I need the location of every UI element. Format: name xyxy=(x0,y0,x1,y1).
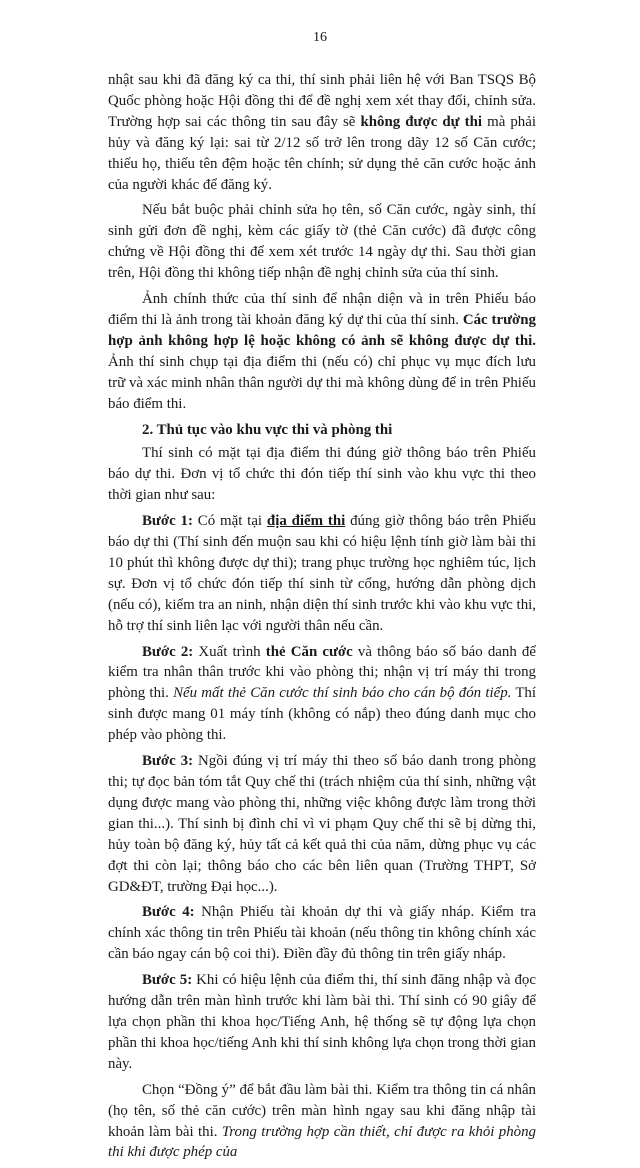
bold-text: Bước 3: xyxy=(142,753,194,770)
section-heading xyxy=(108,420,536,441)
bold-text: không được dự thi xyxy=(360,113,483,130)
paragraph xyxy=(108,511,536,636)
text-run: Nhận Phiếu tài khoản dự thi và giấy nháp. Kiểm tra chính xác thông tin trên Phiếu tài khoản (nếu thông tin không chính xác cần báo ngay cán bộ coi thi). Điền đầy đủ thông tin trên giấy nháp. xyxy=(108,904,536,963)
paragraph xyxy=(108,1080,536,1164)
bold-text: 2. Thủ tục vào khu vực thi và phòng thi xyxy=(142,421,393,438)
text-run: mà phải hủy và đăng ký lại: sai từ 2/12 số trở lên trong dãy 12 số Căn cước; thiếu họ, thiếu tên đệm hoặc tên chính; sử dụng thẻ căn cước hoặc ảnh của người khác để đăng ký. xyxy=(108,113,536,193)
text-run: Ảnh chính thức của thí sinh để nhận diện và in trên Phiếu báo điểm thi là ảnh trong tài khoản đăng ký dự thi của thí sinh. xyxy=(108,291,536,328)
paragraph xyxy=(108,642,536,747)
text-run: Thí sinh có mặt tại địa điểm thi đúng giờ thông báo trên Phiếu báo dự thi. Đơn vị tổ chức thi đón tiếp thí sinh vào khu vực thi theo thời gian như sau: xyxy=(108,445,536,504)
text-run: và thông báo số báo danh để kiểm tra nhân thân trước khi vào phòng thi; nhận vị trí máy thi trong phòng thi. xyxy=(108,643,536,702)
text-run: Khi có hiệu lệnh của điểm thi, thí sinh đăng nhập và đọc hướng dẫn trên màn hình trước khi làm bài thi. Thí sinh có 90 giây để lựa chọn phần thi khoa học/Tiếng Anh, hệ thống sẽ tự động lựa chọn phần thi khoa học/tiếng Anh khi thí sinh không lựa chọn trong thời gian này. xyxy=(108,972,536,1072)
text-run: Ảnh thí sinh chụp tại địa điểm thi (nếu có) chỉ phục vụ mục đích lưu trữ và xác minh nhân thân người dự thi mà không dùng để in trên Phiếu báo điểm thi. xyxy=(108,353,536,412)
bold-text: Bước 2: xyxy=(142,643,194,660)
bold-text: Bước 4: xyxy=(142,904,195,921)
paragraph xyxy=(108,443,536,506)
text-run: đúng giờ thông báo trên Phiếu báo dự thi (Thí sinh đến muộn sau khi có hiệu lệnh tính giờ làm bài thi 10 phút thì không được dự thi); trang phục trường học nghiêm túc, lịch sự. Đơn vị tổ chức đón tiếp thí sinh từ cổng, hướng dẫn phòng dịch (nếu có), kiểm tra an ninh, nhận diện thí sinh trước khi vào khu vực thi, hỗ trợ thí sinh liên lạc với người thân nếu cần. xyxy=(108,513,537,634)
paragraph xyxy=(108,200,536,284)
bold-text: Bước 5: xyxy=(142,972,193,989)
text-run: nhật sau khi đã đăng ký ca thi, thí sinh phải liên hệ với Ban TSQS Bộ Quốc phòng hoặc Hội đồng thi để đề nghị xem xét thay đổi, chỉnh sửa. Trường hợp sai các thông tin sau đây sẽ xyxy=(108,72,536,130)
paragraph xyxy=(108,751,536,897)
paragraph xyxy=(108,289,536,414)
text-run: Ngồi đúng vị trí máy thi theo số báo danh trong phòng thi; tự đọc bản tóm tắt Quy chế thi (trách nhiệm của thí sinh, những vật dụng được mang vào phòng thi, những việc không được làm trong thời gian thi...). Thí sinh bị đình chỉ vì vi phạm Quy chế thi sẽ bị dừng thi, hủy toàn bộ đăng ký, hủy tất cả kết quả thi của năm, dừng phục vụ các đợt thi còn lại; thông báo cho các bên liên quan (Trường THPT, Sở GD&ĐT, trường Đại học...). xyxy=(108,753,536,895)
italic-text: Nếu mất thẻ Căn cước thí sinh báo cho cán bộ đón tiếp. xyxy=(173,685,512,702)
paragraph xyxy=(108,970,536,1075)
italic-text: Trong trường hợp cần thiết, chỉ được ra khỏi phòng thi khi được phép của xyxy=(108,1123,536,1161)
paragraph xyxy=(108,902,536,965)
bold-text: Bước 1: xyxy=(142,513,193,530)
bold-text: Các trường hợp ảnh không hợp lệ hoặc không có ảnh sẽ không được dự thi. xyxy=(108,311,536,349)
paragraph xyxy=(108,70,536,195)
body-text xyxy=(108,70,536,1168)
text-run: Chọn “Đồng ý” để bắt đầu làm bài thi. Kiểm tra thông tin cá nhân (họ tên, số thẻ căn cước) trên màn hình ngay sau khi đăng nhập tài khoản làm bài thi. xyxy=(108,1081,536,1140)
text-run: Thí sinh được mang 01 máy tính (không có nắp) theo đúng danh mục cho phép vào phòng thi. xyxy=(108,685,536,744)
bold-text: thẻ Căn cước xyxy=(265,643,353,660)
text-run: Có mặt tại xyxy=(192,513,267,530)
text-run: Nếu bắt buộc phải chỉnh sửa họ tên, số Căn cước, ngày sinh, thí sinh gửi đơn đề nghị, kèm các giấy tờ (thẻ Căn cước) đã được công chứng về Hội đồng thi để xem xét trước 14 ngày dự thi. Sau thời gian trên, Hội đồng thi không tiếp nhận đề nghị chỉnh sửa của thí sinh. xyxy=(108,202,536,282)
page-number: 16 xyxy=(313,30,327,45)
text-run: Xuất trình xyxy=(193,643,266,660)
bold-text: địa điểm thi xyxy=(266,513,346,530)
